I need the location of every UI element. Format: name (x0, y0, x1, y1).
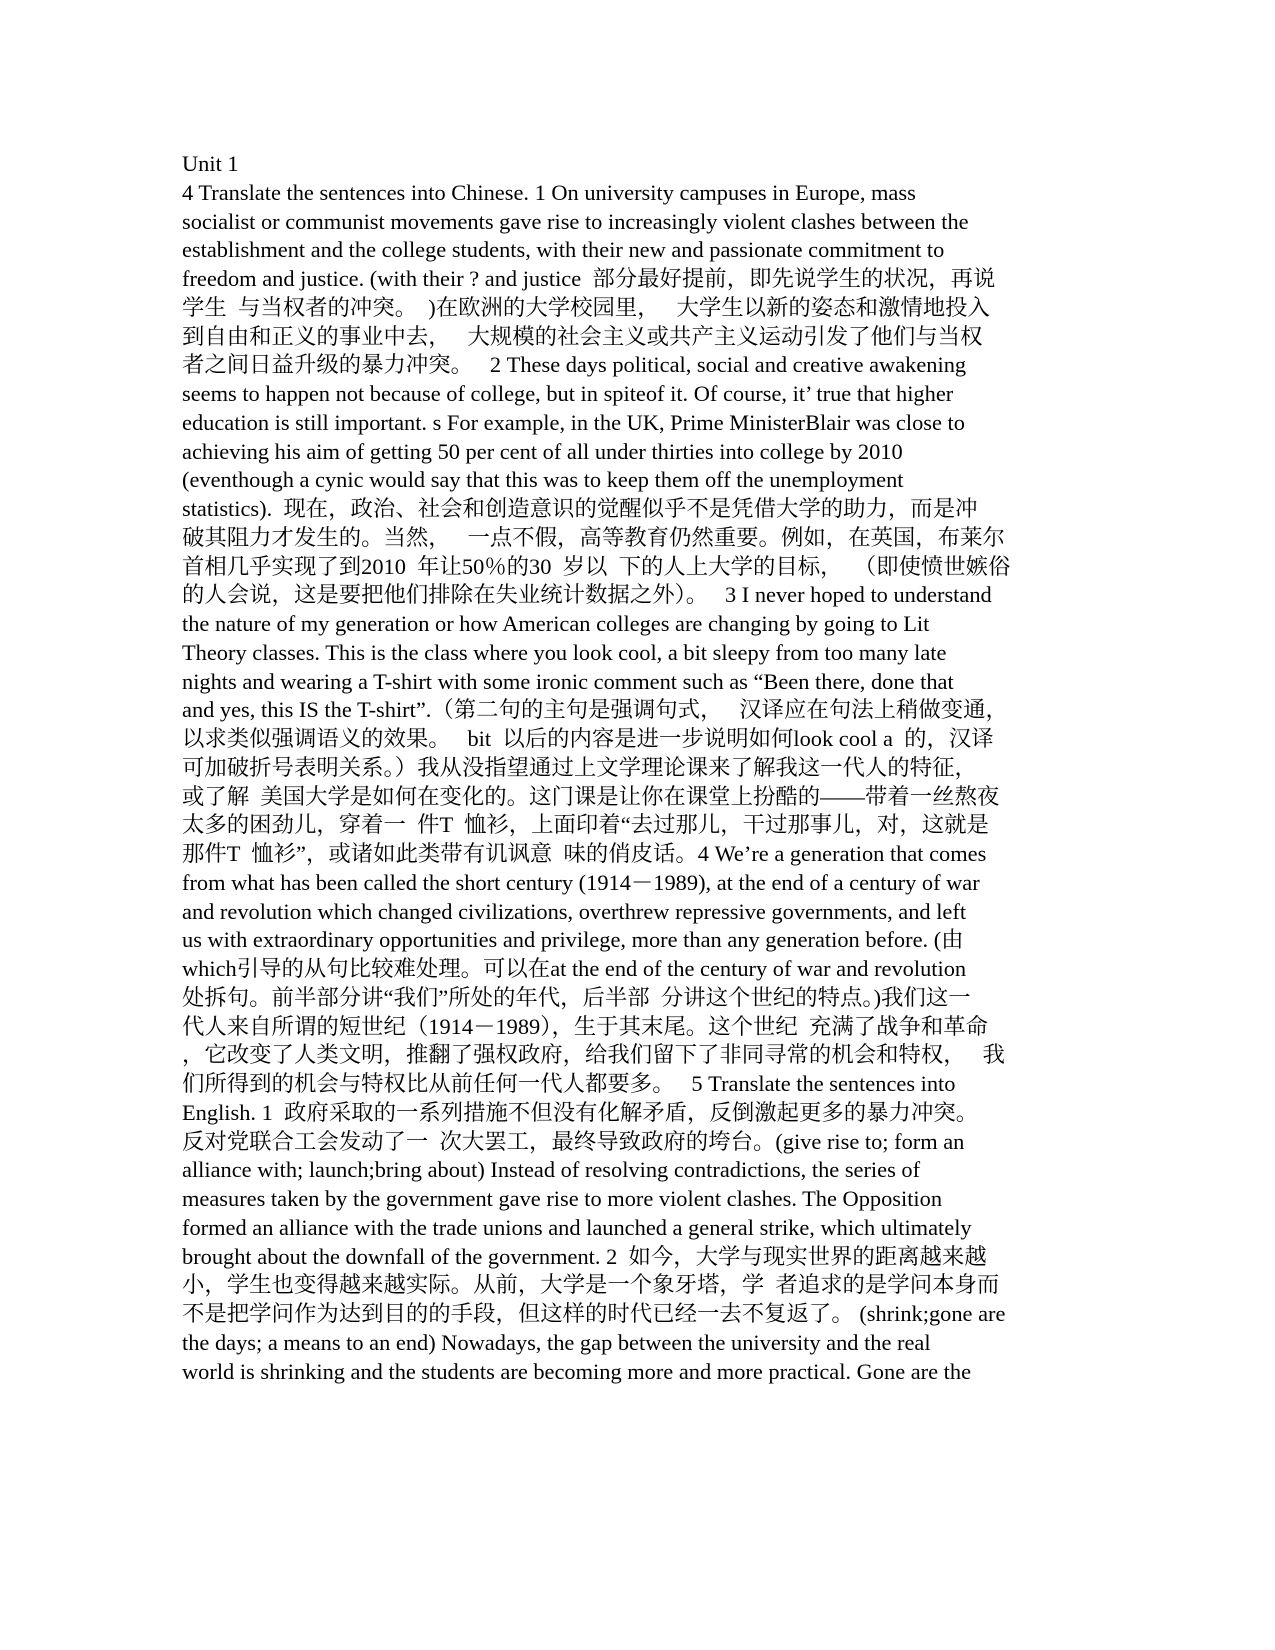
text-line: 太多的困劲儿，穿着一 件T 恤衫，上面印着“去过那儿，干过那事儿，对，这就是 (182, 812, 989, 838)
text-line: 那件T 恤衫”，或诸如此类带有讥讽意 味的俏皮话。4 We’re a generation that comes (182, 841, 987, 866)
text-line: seems to happen not because of college, but in spiteof it. Of course, it’ true that higher (182, 381, 954, 406)
text-line: which引导的从句比较难处理。可以在at the end of the century of war and revolution (182, 956, 967, 981)
text-line: 学生 与当权者的冲突。 )在欧洲的大学校园里， 大学生以新的姿态和激情地投入 (182, 294, 990, 320)
text-line: alliance with; launch;bring about) Instead of resolving contradictions, the series of (182, 1157, 921, 1183)
text-line: ，它改变了人类文明，推翻了强权政府，给我们留下了非同寻常的机会和特权， 我 (182, 1042, 1005, 1068)
text-line: 处拆句。前半部分讲“我们”所处的年代，后半部 分讲这个世纪的特点。)我们这一 (182, 984, 971, 1010)
text-line: the nature of my generation or how American colleges are changing by going to Lit (182, 611, 930, 636)
text-line: measures taken by the government gave rise to more violent clashes. The Opposition (182, 1186, 943, 1211)
text-line: brought about the downfall of the government. 2 如今，大学与现实世界的距离越来越 (182, 1243, 987, 1269)
text-line: 小，学生也变得越来越实际。从前，大学是一个象牙塔，学 者追求的是学问本身而 (182, 1272, 1000, 1298)
text-line: and yes, this IS the T-shirt”.（第二句的主句是强调句式， 汉译应在句法上稍做变通， (182, 697, 1008, 723)
text-line: 可加破折号表明关系。）我从没指望通过上文学理论课来了解我这一代人的特征， (182, 754, 977, 780)
text-line: and revolution which changed civilizations, overthrew repressive governments, and left (182, 898, 967, 924)
text-line: 到自由和正义的事业中去， 大规模的社会主义或共产主义运动引发了他们与当权 (182, 323, 983, 349)
text-line: freedom and justice. (with their ? and justice 部分最好提前，即先说学生的状况，再说 (182, 266, 996, 291)
text-line: 破其阻力才发生的。当然， 一点不假，高等教育仍然重要。例如，在英国，布莱尔 (182, 524, 1005, 550)
text-line: 或了解 美国大学是如何在变化的。这门课是让你在课堂上扮酷的——带着一丝熬夜 (182, 783, 1000, 809)
text-line: nights and wearing a T-shirt with some ironic comment such as “Been there, done that (182, 668, 954, 694)
text-line: 代人来自所谓的短世纪（1914－1989），生于其末尾。这个世纪 充满了战争和革命 (182, 1013, 989, 1039)
text-line: us with extraordinary opportunities and privilege, more than any generation before. (由 (182, 927, 964, 953)
text-line: the days; a means to an end) Nowadays, the gap between the university and the real (182, 1329, 931, 1355)
text-line: establishment and the college students, with their new and passionate commitment to (182, 237, 945, 263)
text-line: 以求类似强调语义的效果。 bit 以后的内容是进一步说明如何look cool a 的，汉译 (182, 726, 994, 751)
text-line: Theory classes. This is the class where you look cool, a bit sleepy from too many late (182, 639, 947, 665)
unit-heading: Unit 1 (182, 151, 239, 176)
text-line: education is still important. s For example, in the UK, Prime MinisterBlair was close to (182, 409, 965, 435)
text-line: 不是把学问作为达到目的的手段，但这样的时代已经一去不复返了。 (shrink;gone are (182, 1301, 1006, 1326)
text-line: from what has been called the short century (1914－1989), at the end of a century of war (182, 869, 980, 895)
text-line: 们所得到的机会与特权比从前任何一代人都要多。 5 Translate the sentences into (182, 1071, 956, 1096)
text-line: English. 1 政府采取的一系列措施不但没有化解矛盾，反倒激起更多的暴力冲突。 (182, 1099, 979, 1125)
document-body (182, 150, 1082, 1386)
text-line: 首相几乎实现了到2010 年让50％的30 岁以 下的人上大学的目标， （即使愤世嫉俗 (182, 553, 1011, 579)
text-line: 的人会说，这是要把他们排除在失业统计数据之外）。 3 I never hoped to understand (182, 582, 992, 608)
text-line: 反对党联合工会发动了一 次大罢工，最终导致政府的垮台。(give rise to; form an (182, 1128, 965, 1154)
text-line: achieving his aim of getting 50 per cent of all under thirties into college by 2010 (182, 438, 903, 464)
text-line: (eventhough a cynic would say that this was to keep them off the unemployment (182, 467, 904, 493)
text-line: 4 Translate the sentences into Chinese. 1 On university campuses in Europe, mass (182, 179, 916, 205)
text-line: socialist or communist movements gave rise to increasingly violent clashes between the (182, 208, 969, 234)
text-line: formed an alliance with the trade unions and launched a general strike, which ultimately (182, 1214, 972, 1240)
text-line: world is shrinking and the students are becoming more and more practical. Gone are the (182, 1358, 972, 1384)
text-line: statistics). 现在，政治、社会和创造意识的觉醒似乎不是凭借大学的助力，而是冲 (182, 496, 978, 521)
text-line: 者之间日益升级的暴力冲突。 2 These days political, social and creative awakening (182, 352, 967, 378)
